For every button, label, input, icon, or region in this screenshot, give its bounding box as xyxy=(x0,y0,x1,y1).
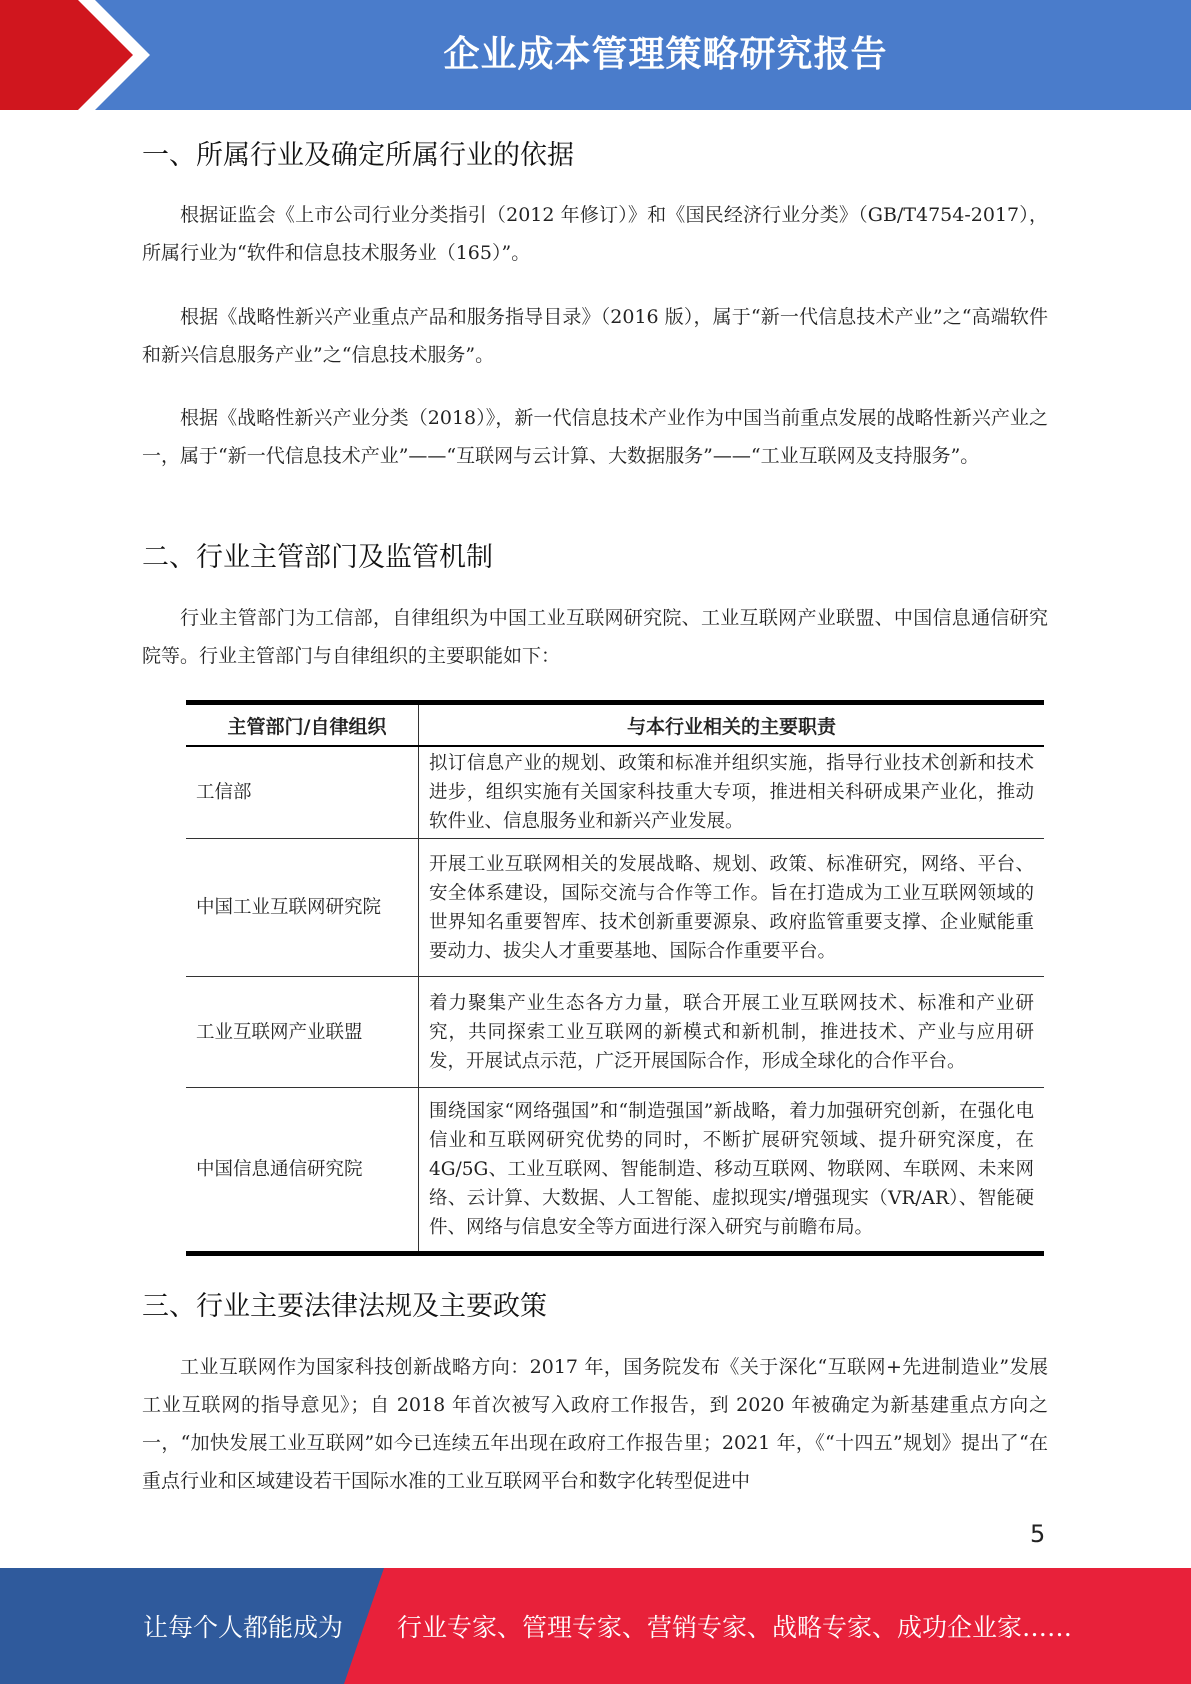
paragraph: 工业互联网作为国家科技创新战略方向：2017 年，国务院发布《关于深化“互联网+先进制造业”发展工业互联网的指导意见》；自 2018 年首次被写入政府工作报告，到 2020 年被确定为新基建重点方向之一，“加快发展工业互联网”如今已连续五年出现在政府工作报告里；2021 年，《“十四五”规划》提出了“在重点行业和区域建设若干国际水准的工业互联网平台和数字化转型促进中 xyxy=(142,1356,1048,1492)
page-footer xyxy=(0,1568,1191,1684)
table-cell-org: 工业互联网产业联盟 xyxy=(186,977,419,1088)
table-cell-duty: 着力聚集产业生态各方力量，联合开展工业互联网技术、标准和产业研究，共同探索工业互联网的新模式和新机制，推进技术、产业与应用研发，开展试点示范，广泛开展国际合作，形成全球化的合作平台。 xyxy=(419,977,1045,1088)
table-header-duty: 与本行业相关的主要职责 xyxy=(419,703,1045,747)
paragraph: 根据《战略性新兴产业分类（2018）》，新一代信息技术产业作为中国当前重点发展的战略性新兴产业之一，属于“新一代信息技术产业”——“互联网与云计算、大数据服务”——“工业互联网及支持服务”。 xyxy=(142,407,1048,467)
footer-slogan-left: 让每个人都能成为 xyxy=(143,1613,344,1642)
paragraph: 行业主管部门为工信部，自律组织为中国工业互联网研究院、工业互联网产业联盟、中国信息通信研究院等。行业主管部门与自律组织的主要职能如下： xyxy=(142,607,1048,667)
table-header-org: 主管部门/自律组织 xyxy=(186,703,419,747)
section-heading-2: 二、行业主管部门及监管机制 xyxy=(142,542,493,573)
table-cell-org: 工信部 xyxy=(186,746,419,839)
paragraph: 根据《战略性新兴产业重点产品和服务指导目录》（2016 版），属于“新一代信息技术产业”之“高端软件和新兴信息服务产业”之“信息技术服务”。 xyxy=(142,306,1048,366)
report-title: 企业成本管理策略研究报告 xyxy=(443,34,888,75)
section-heading-3: 三、行业主要法律法规及主要政策 xyxy=(142,1291,547,1322)
section-heading-1: 一、所属行业及确定所属行业的依据 xyxy=(142,140,574,171)
table-row xyxy=(186,839,1044,977)
table-row xyxy=(186,1088,1044,1254)
table-cell-org: 中国工业互联网研究院 xyxy=(186,839,419,977)
table-cell-duty: 围绕国家“网络强国”和“制造强国”新战略，着力加强研究创新，在强化电信业和互联网研究优势的同时，不断扩展研究领域、提升研究深度，在 4G/5G、工业互联网、智能制造、移动互联网、物联网、车联网、未来网络、云计算、大数据、人工智能、虚拟现实/增强现实（VR/AR）、智能硬件、网络与信息安全等方面进行深入研究与前瞻布局。 xyxy=(419,1088,1045,1254)
footer-slogan-right: 行业专家、管理专家、营销专家、战略专家、成功企业家…… xyxy=(397,1613,1073,1642)
page-number: 5 xyxy=(1030,1520,1046,1548)
paragraph: 根据证监会《上市公司行业分类指引（2012 年修订）》和《国民经济行业分类》（GB/T4754-2017），所属行业为“软件和信息技术服务业（165）”。 xyxy=(142,204,1048,264)
duties-table xyxy=(186,700,1044,1256)
table-header-row xyxy=(186,703,1044,747)
page-header xyxy=(0,0,1191,110)
table-row xyxy=(186,746,1044,839)
table-row xyxy=(186,977,1044,1088)
table-cell-org: 中国信息通信研究院 xyxy=(186,1088,419,1254)
table-cell-duty: 开展工业互联网相关的发展战略、规划、政策、标准研究，网络、平台、安全体系建设，国际交流与合作等工作。旨在打造成为工业互联网领域的世界知名重要智库、技术创新重要源泉、政府监管重要支撑、企业赋能重要动力、拔尖人才重要基地、国际合作重要平台。 xyxy=(419,839,1045,977)
table-cell-duty: 拟订信息产业的规划、政策和标准并组织实施，指导行业技术创新和技术进步，组织实施有关国家科技重大专项，推进相关科研成果产业化，推动软件业、信息服务业和新兴产业发展。 xyxy=(429,753,1034,832)
